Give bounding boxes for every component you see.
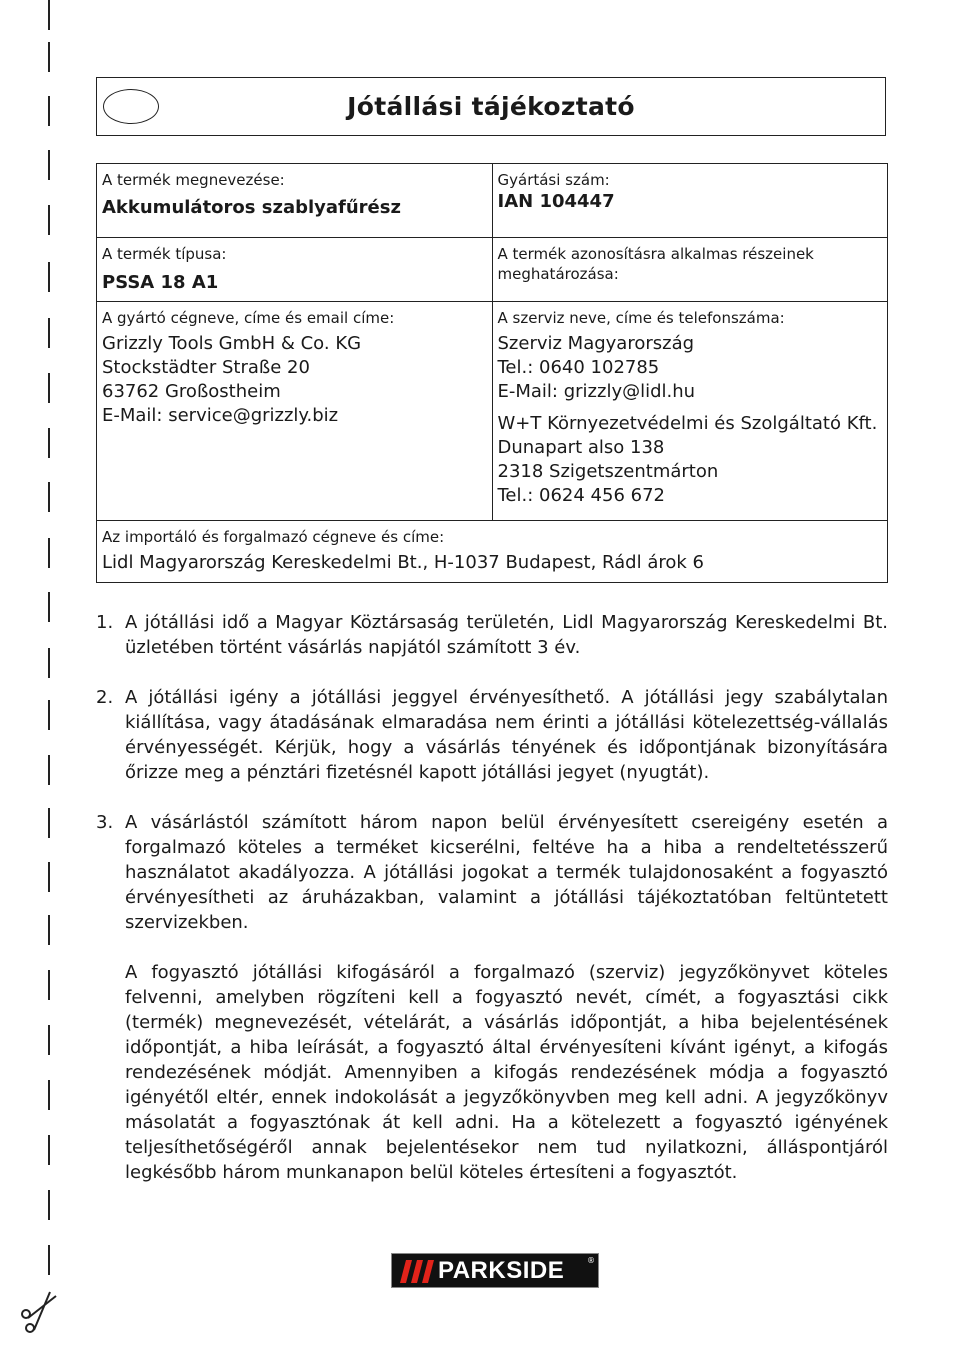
service2-line: Tel.: 0624 456 672 [497, 485, 665, 506]
scissors-icon [20, 1290, 60, 1334]
warranty-terms-list [96, 610, 888, 1210]
list-item-paragraph: A fogyasztó jótállási kifogásáról a forgalmazó (szerviz) jegyzőkönyvet köteles felvenni, amelyben rögzíteni kell a fogyasztó nevét, címét, a fogyasztási cikk (termék) megnevezését, vételárát, a vásárlás időpontját, a hiba bejelentésének időpontját, a hiba leírását, a fogyasztó által érvényesíteni kívánt igényt, a kifogás rendezésének módját. Amennyiben a kifogás rendezésének módja a fogyasztó igényétől eltér, ennek indokolását a jegyzőkönyvben meg kell adni. A jegyzőkönyv másolatát a fogyasztónak át kell adni. Ha a kötelezett a fogyasztó igényének teljesíthetőségéről annak bejelentésekor nem tud nyilatkozni, álláspontjáról legkésőbb három munkanapon belül köteles értesíteni a fogyasztót. [125, 962, 888, 1183]
service-line: Szerviz Magyarország [497, 333, 695, 354]
importer-label: Az importáló és forgalmazó cégneve és címe: [102, 528, 445, 546]
serial-label: Gyártási szám: [497, 171, 610, 189]
service-label: A szerviz neve, címe és telefonszáma: [497, 309, 785, 327]
manufacturer-label: A gyártó cégneve, címe és email címe: [102, 309, 395, 327]
list-item [96, 610, 888, 660]
page-title: Jótállási tájékoztató [347, 92, 635, 121]
importer-value: Lidl Magyarország Kereskedelmi Bt., H-1037 Budapest, Rádl árok 6 [102, 552, 704, 573]
service-line: Tel.: 0640 102785 [497, 357, 660, 378]
manufacturer-email: E-Mail: service@grizzly.biz [102, 405, 339, 426]
service-cell [492, 302, 888, 521]
logo-text: PARKSIDE [438, 1257, 565, 1284]
product-name-label: A termék megnevezése: [102, 171, 285, 189]
manufacturer-line: Grizzly Tools GmbH & Co. KG [102, 333, 362, 354]
list-item-number: 2. [96, 687, 114, 708]
importer-cell [97, 521, 888, 583]
logo-stripes-icon [400, 1260, 436, 1283]
list-item-text: A vásárlástól számított három napon belül érvényesített csereigény esetén a forgalmazó köteles a terméket kicserélni, feltéve ha a hiba a rendeltetésszerű használatot akadályozza. A jótállási jogokat a termék tulajdonosaként a fogyasztó érvényesítheti az áruházakban, valamint a jótállási tájékoztatóban feltüntetett szervizekben. [125, 812, 888, 933]
type-label: A termék típusa: [102, 245, 227, 263]
list-item [96, 810, 888, 1185]
service2-line: Dunapart also 138 [497, 437, 665, 458]
serial-cell [492, 164, 888, 238]
cut-line [48, 0, 50, 1330]
list-item-number: 3. [96, 812, 114, 833]
identification-label: A termék azonosításra alkalmas részeinek meghatározása: [497, 245, 814, 283]
parkside-logo [391, 1253, 599, 1288]
warranty-info-table [96, 163, 888, 583]
registered-mark: ® [587, 1256, 595, 1265]
list-item-text: A jótállási idő a Magyar Köztársaság területén, Lidl Magyarország Kereskedelmi Bt. üzletében történt vásárlás napjától számított 3 év. [125, 612, 888, 658]
list-item-text: A jótállási igény a jótállási jeggyel érvényesíthető. A jótállási jegy szabálytalan kiállítása, vagy átadásának elmaradása nem érinti a jótállási kötelezettség-vállalás érvényességét. Kérjük, hogy a vásárlás tényének és időpontjának bizonyítására őrizze meg a pénztári fizetésnél kapott jótállási jegyet (nyugtát). [125, 687, 888, 783]
product-name: Akkumulátoros szablyafűrész [102, 197, 401, 218]
manufacturer-line: 63762 Großostheim [102, 381, 281, 402]
manufacturer-cell [97, 302, 493, 521]
product-name-cell [97, 164, 493, 238]
service2-line: 2318 Szigetszentmárton [497, 461, 719, 482]
title-box [96, 77, 886, 136]
list-item-number: 1. [96, 612, 114, 633]
identification-cell [492, 238, 888, 302]
list-item [96, 685, 888, 785]
serial-number: IAN 104447 [497, 191, 615, 212]
type-cell [97, 238, 493, 302]
product-type: PSSA 18 A1 [102, 272, 219, 293]
service2-line: W+T Környezetvédelmi és Szolgáltató Kft. [497, 413, 878, 434]
manufacturer-line: Stockstädter Straße 20 [102, 357, 310, 378]
service-email: E-Mail: grizzly@lidl.hu [497, 381, 696, 402]
